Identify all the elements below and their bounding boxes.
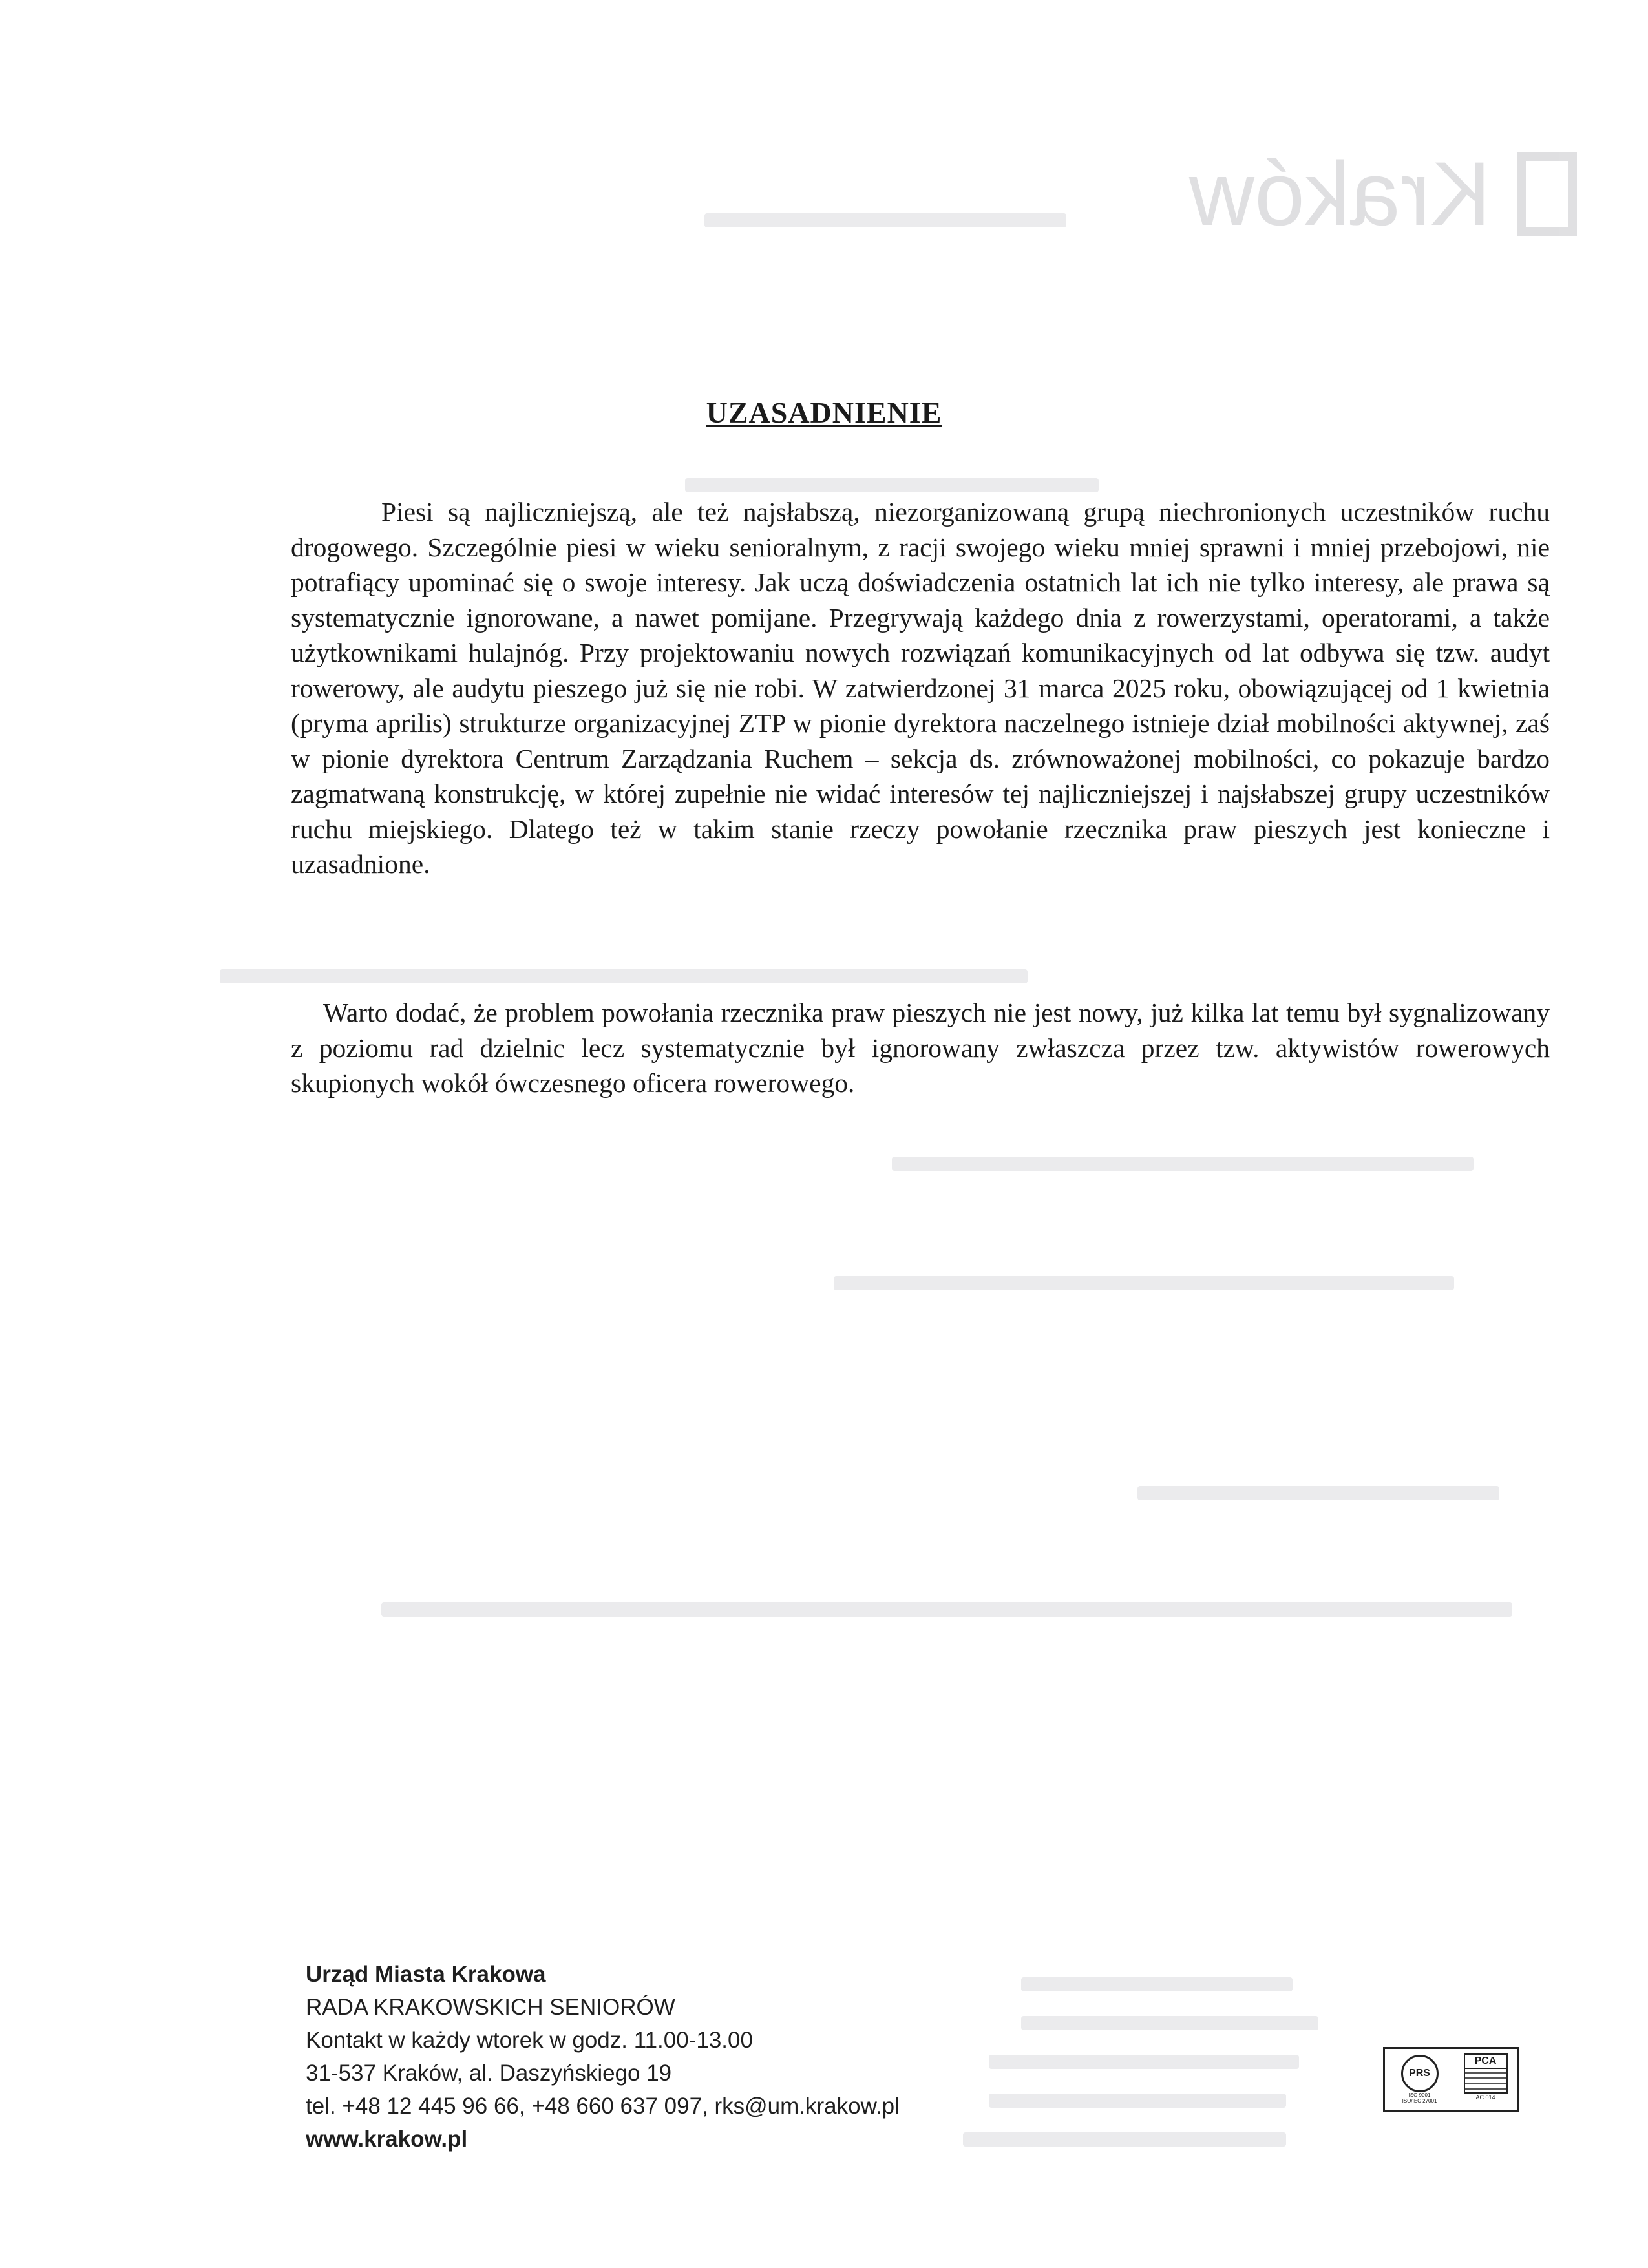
bleed-through-line	[989, 2094, 1286, 2108]
bleed-through-logo-word: Kraków	[1189, 143, 1491, 244]
letterhead-footer	[306, 1958, 900, 2156]
document-title: UZASADNIENIE	[706, 396, 942, 429]
prs-caption-2: ISO/IEC 27001	[1402, 2098, 1437, 2104]
prs-caption-1: ISO 9001	[1408, 2092, 1431, 2098]
paragraph-2: Warto dodać, że problem powołania rzecznika praw pieszych nie jest nowy, już kilka lat temu był sygnalizowany z poziomu rad dzielnic lecz systematycznie był ignorowany zwłaszcza przez tzw. aktywistów rowerowych skupionych wokół ówczesnego oficera rowerowego.	[291, 998, 1550, 1098]
pca-caption: AC 014	[1475, 2094, 1495, 2101]
bleed-through-line	[704, 213, 1066, 227]
bleed-through-logo-icon	[1517, 152, 1577, 236]
bleed-through-line	[892, 1157, 1474, 1171]
pca-label: PCA	[1464, 2053, 1508, 2069]
bleed-through-line	[1137, 1486, 1499, 1500]
bleed-through-line	[220, 969, 1028, 983]
pca-certificate-icon	[1463, 2053, 1508, 2105]
footer-contact: tel. +48 12 445 96 66, +48 660 637 097, rks@um.krakow.pl	[306, 2094, 900, 2119]
bleed-through-logo	[1189, 142, 1577, 246]
bleed-through-line	[834, 1276, 1454, 1290]
bleed-through-line	[989, 2055, 1299, 2069]
footer-council: RADA KRAKOWSKICH SENIORÓW	[306, 1995, 675, 2020]
bleed-through-line	[381, 1602, 1512, 1617]
justification-body	[291, 494, 1550, 882]
footer-hours: Kontakt w każdy wtorek w godz. 11.00-13.00	[306, 2028, 753, 2053]
footer-office: Urząd Miasta Krakowa	[306, 1962, 546, 1987]
prs-label: PRS	[1401, 2055, 1439, 2092]
justification-body-continued	[291, 995, 1550, 1101]
paragraph-1: Piesi są najliczniejszą, ale też najsłabszą, niezorganizowaną grupą niechronionych uczestników ruchu drogowego. Szczególnie piesi w wieku senioralnym, z racji swojego wieku mniej sprawni i mniej przebojowi, nie potrafiący upominać się o swoje interesy. Jak uczą doświadczenia ostatnich lat ich nie tylko interesy, ale prawa są systematycznie ignorowane, a nawet pomijane. Przegrywają każdego dnia z rowerzystami, operatorami, a także użytkownikami hulajnóg. Przy projektowaniu nowych rozwiązań komunikacyjnych od lat odbywa się tzw. audyt rowerowy, ale audytu pieszego już się nie robi. W zatwierdzonej 31 marca 2025 roku, obowiązującej od 1 kwietnia (pryma aprilis) strukturze organizacyjnej ZTP w pionie dyrektora naczelnego istnieje dział mobilności aktywnej, zaś w pionie dyrektora Centrum Zarządzania Ruchem – sekcja ds. zrównoważonej mobilności, co pokazuje bardzo zagmatwaną konstrukcję, w której zupełnie nie widać interesów tej najliczniejszej i najsłabszej grupy uczestników ruchu miejskiego. Dlatego też w takim stanie rzeczy powołanie rzecznika praw pieszych jest konieczne i uzasadnione.	[291, 497, 1550, 879]
footer-website: www.krakow.pl	[306, 2126, 468, 2152]
bleed-through-line	[1021, 2016, 1318, 2030]
bleed-through-line	[1021, 1977, 1293, 1991]
bleed-through-line	[963, 2132, 1286, 2147]
certification-badges	[1383, 2047, 1519, 2112]
bleed-through-line	[685, 478, 1099, 492]
pca-bars-icon	[1464, 2069, 1508, 2094]
footer-address: 31-537 Kraków, al. Daszyńskiego 19	[306, 2061, 672, 2086]
prs-certificate-icon	[1394, 2053, 1446, 2105]
